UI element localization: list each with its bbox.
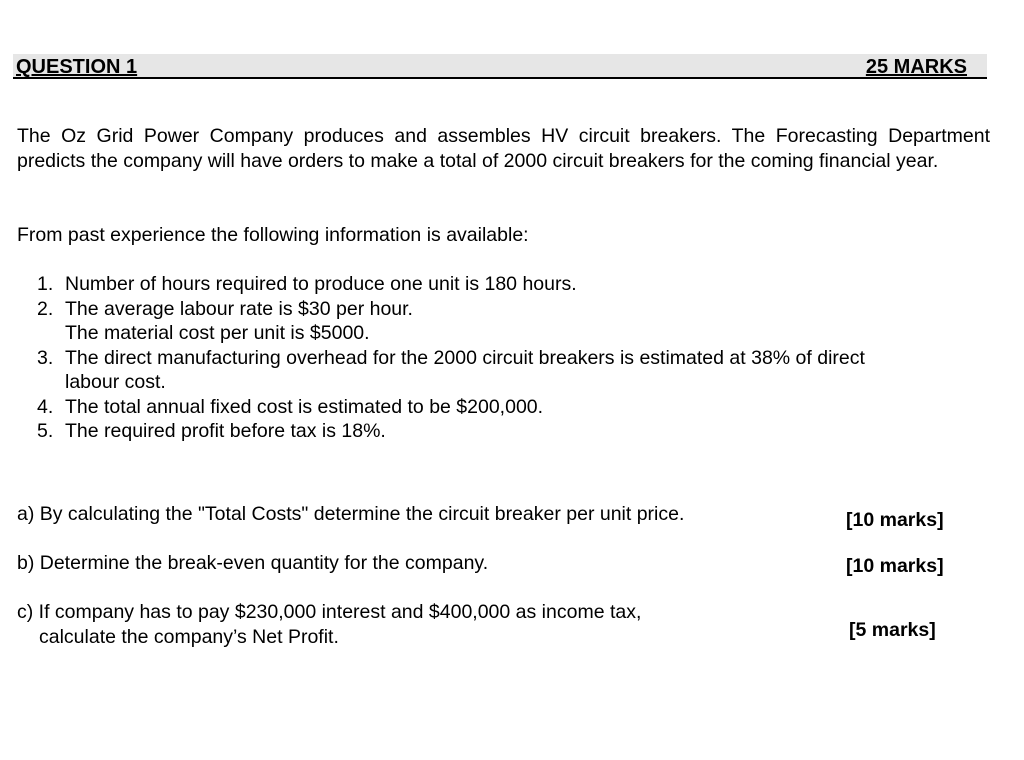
list-item xyxy=(37,346,967,395)
list-item xyxy=(37,395,967,420)
list-item-text: The direct manufacturing overhead for the 2000 circuit breakers is estimated at 38% of direct xyxy=(65,346,865,369)
subquestion-b-marks: [10 marks] xyxy=(846,555,944,577)
list-item xyxy=(37,272,967,297)
subquestion-b-text: b) Determine the break-even quantity for the company. xyxy=(17,552,489,574)
question-title: QUESTION 1 xyxy=(16,56,138,78)
list-item-text: Number of hours required to produce one unit is 180 hours. xyxy=(65,273,577,295)
list-item xyxy=(37,419,967,444)
list-item-text: The required profit before tax is 18%. xyxy=(65,420,386,442)
list-item-number: 4. xyxy=(37,395,54,418)
question-total-marks: 25 MARKS xyxy=(865,56,967,78)
list-item-number: 3. xyxy=(37,346,54,369)
subquestion-c-line1: c) If company has to pay $230,000 interest and $400,000 as income tax, xyxy=(17,601,642,623)
list-item-number: 1. xyxy=(37,273,54,295)
list-item xyxy=(37,297,967,346)
list-item-number: 2. xyxy=(37,297,54,320)
list-item-text: labour cost. xyxy=(65,371,166,393)
subquestion-c-text xyxy=(17,600,777,650)
list-item-text: The material cost per unit is $5000. xyxy=(65,322,370,344)
subquestion-c-marks: [5 marks] xyxy=(849,619,936,641)
subquestion-c-line2: calculate the company’s Net Profit. xyxy=(39,626,339,648)
subquestion-a-marks: [10 marks] xyxy=(846,509,944,531)
subquestion-a-text: a) By calculating the "Total Costs" determine the circuit breaker per unit price. xyxy=(17,503,685,525)
intro-paragraph: The Oz Grid Power Company produces and assembles HV circuit breakers. The Forecasting Department predicts the company will have orders to make a total of 2000 circuit breakers for the coming financial year. xyxy=(17,125,990,172)
question-header xyxy=(13,54,987,79)
list-item-number: 5. xyxy=(37,420,54,442)
list-item-text: The average labour rate is $30 per hour. xyxy=(65,297,413,320)
list-item-text: The total annual fixed cost is estimated to be $200,000. xyxy=(65,395,544,418)
info-lead-text: From past experience the following information is available: xyxy=(17,224,529,246)
info-list xyxy=(37,272,967,444)
